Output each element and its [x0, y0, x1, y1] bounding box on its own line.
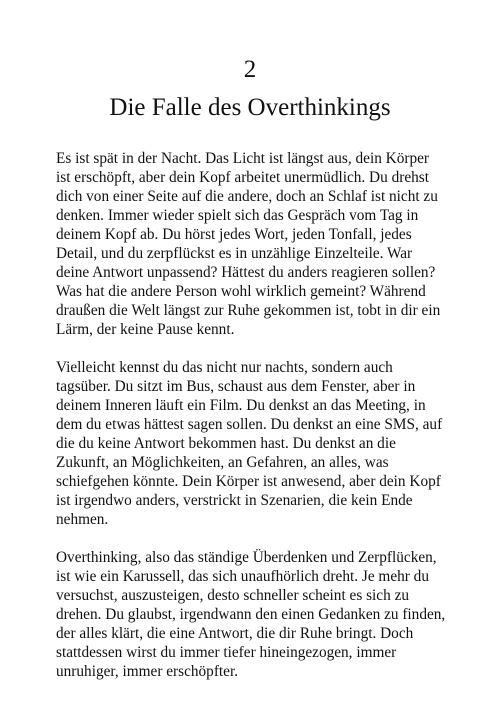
- paragraph-2: [56, 358, 476, 529]
- text-line: schiefgehen könnte. Dein Körper ist anwesend, aber dein Kopf: [56, 473, 441, 490]
- text-line: ist irgendwo anders, verstrickt in Szenarien, die kein Ende: [56, 492, 413, 509]
- chapter-number: 2: [243, 56, 257, 83]
- text-line: Es ist spät in der Nacht. Das Licht ist längst aus, dein Körper: [56, 150, 429, 167]
- text-line: ist wie ein Karussell, das sich unaufhörlich dreht. Je mehr du: [56, 568, 429, 585]
- text-line: tagsüber. Du sitzt im Bus, schaust aus dem Fenster, aber in: [56, 378, 416, 395]
- text-line: denken. Immer wieder spielt sich das Gespräch vom Tag in: [56, 207, 419, 224]
- text-line: deinem Inneren läuft ein Film. Du denkst an das Meeting, in: [56, 397, 426, 414]
- text-line: stattdessen wirst du immer tiefer hineingezogen, immer: [56, 644, 397, 661]
- text-line: deine Antwort unpassend? Hättest du anders reagieren sollen?: [56, 264, 436, 281]
- paragraph-1: [56, 149, 476, 339]
- text-line: die du keine Antwort bekommen hast. Du denkst an die: [56, 435, 396, 452]
- text-line: versuchst, auszusteigen, desto schneller scheint es sich zu: [56, 587, 410, 604]
- chapter-body: [56, 149, 476, 700]
- text-line: dich von einer Seite auf die andere, doch an Schlaf ist nicht zu: [56, 188, 438, 205]
- text-line: Lärm, der keine Pause kennt.: [56, 321, 235, 338]
- text-line: Overthinking, also das ständige Überdenken und Zerpflücken,: [56, 549, 437, 566]
- text-line: Was hat die andere Person wohl wirklich gemeint? Während: [56, 283, 426, 300]
- text-line: drehen. Du glaubst, irgendwann den einen Gedanken zu finden,: [56, 606, 446, 623]
- text-line: Zukunft, an Möglichkeiten, an Gefahren, an alles, was: [56, 454, 389, 471]
- text-line: unruhiger, immer erschöpfter.: [56, 663, 239, 680]
- text-line: deinem Kopf ab. Du hörst jedes Wort, jeden Tonfall, jedes: [56, 226, 412, 243]
- text-line: draußen die Welt längst zur Ruhe gekommen ist, tobt in dir ein: [56, 302, 441, 319]
- text-line: Vielleicht kennst du das nicht nur nachts, sondern auch: [56, 359, 393, 376]
- text-line: dem du etwas hättest sagen sollen. Du denkst an eine SMS, auf: [56, 416, 443, 433]
- text-line: ist erschöpft, aber dein Kopf arbeitet unermüdlich. Du drehst: [56, 169, 429, 186]
- text-line: nehmen.: [56, 511, 109, 528]
- paragraph-3: [56, 548, 476, 681]
- text-line: Detail, und du zerpflückst es in unzählige Einzelteile. War: [56, 245, 413, 262]
- text-line: der alles klärt, die eine Antwort, die dir Ruhe bringt. Doch: [56, 625, 414, 642]
- chapter-title: Die Falle des Overthinkings: [109, 94, 391, 121]
